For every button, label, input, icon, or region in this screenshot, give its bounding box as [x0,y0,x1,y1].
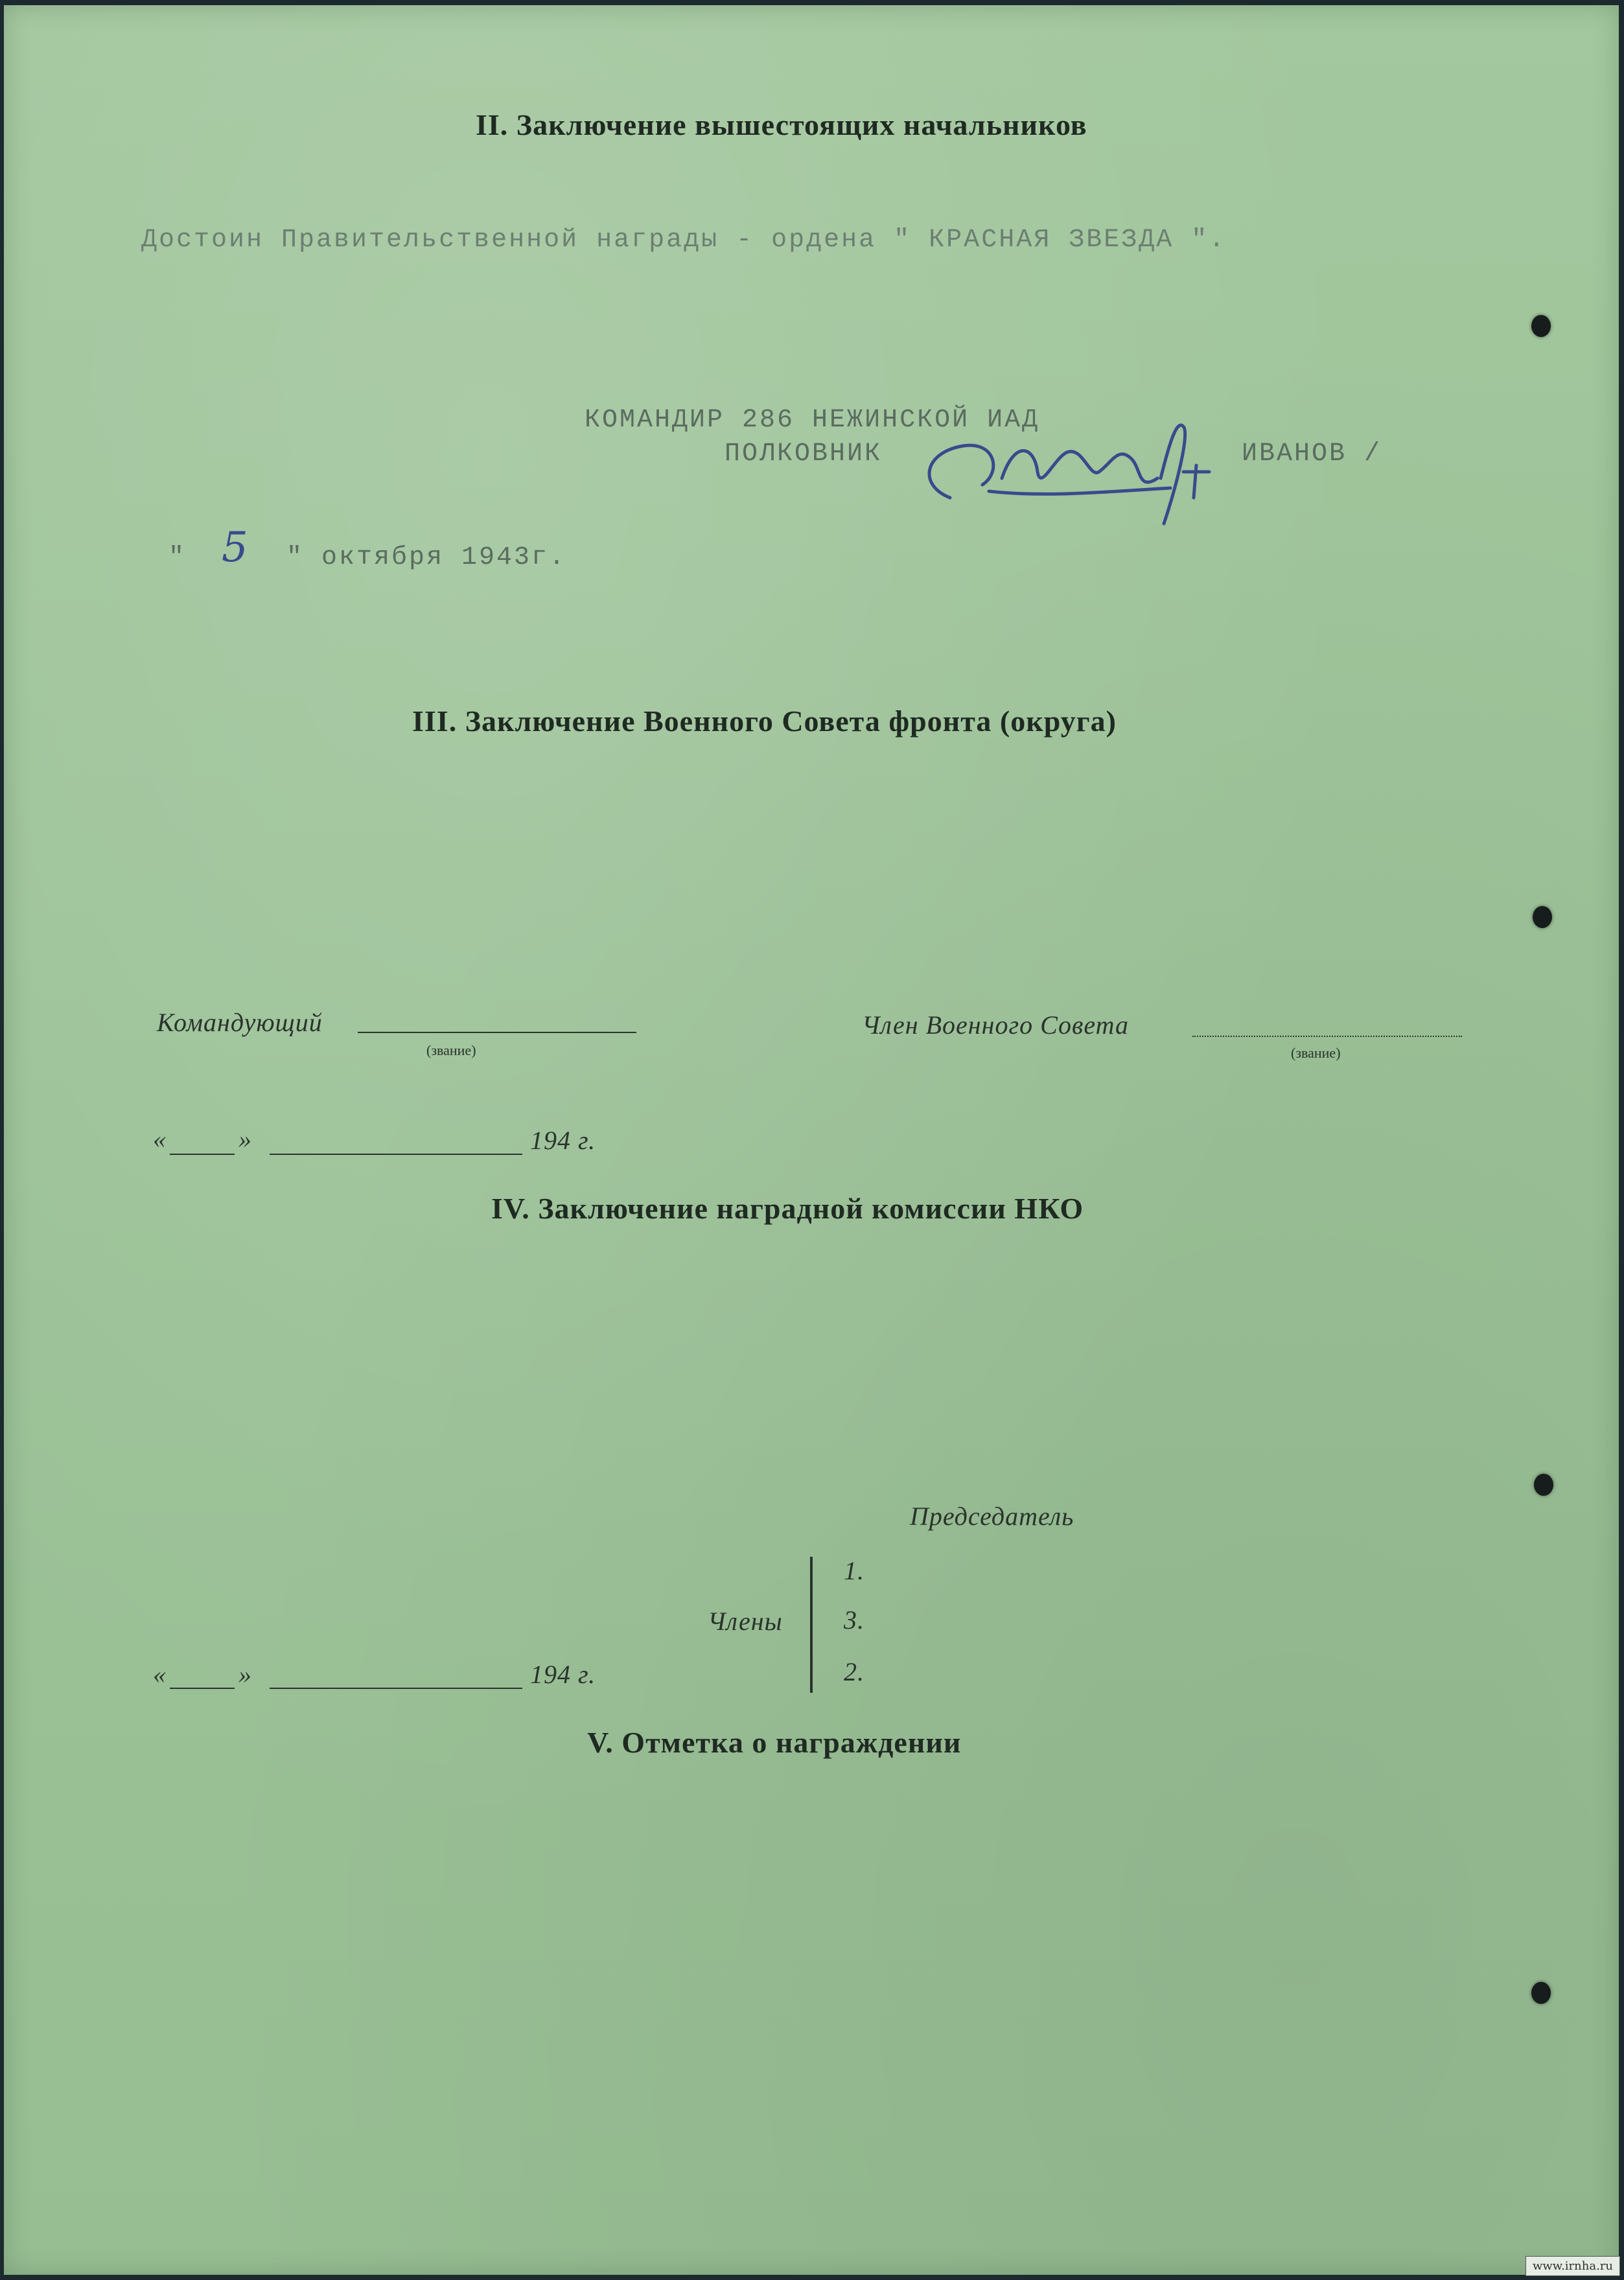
section-3-date-day-line [170,1154,235,1155]
section-4-date-year: 194 г. [530,1660,596,1689]
member-number-3: 3. [844,1605,864,1634]
chairman-label: Председатель [910,1502,1074,1531]
section-4-date-open: « [153,1660,167,1689]
section-4-date-close: » [238,1660,252,1689]
section-2-title: II. Заключение вышестоящих начальников [476,108,1087,141]
punch-hole [1531,315,1551,337]
section-3-date-open: « [153,1124,167,1154]
punch-hole [1533,906,1552,928]
signature-mark [905,401,1216,537]
member-number-2: 2. [844,1657,864,1686]
council-member-rank-hint: (звание) [1291,1045,1341,1061]
archive-watermark: www.irnha.ru [1525,2256,1620,2276]
section-3-date-month-line [270,1154,522,1155]
council-member-signature-line [1192,1036,1462,1037]
section-2-date-open-quote: " [168,543,187,572]
section-3-date-close: » [238,1124,252,1154]
section-3-date-year: 194 г. [530,1126,596,1155]
section-3-title: III. Заключение Военного Совета фронта (округа) [412,704,1117,738]
punch-hole [1534,1474,1553,1496]
members-bracket-line [810,1557,813,1693]
section-4-title: IV. Заключение наградной комиссии НКО [491,1192,1084,1225]
member-number-1: 1. [844,1556,864,1585]
signer-unit-line: КОМАНДИР 286 НЕЖИНСКОЙ ИАД [585,406,1040,435]
members-label: Члены [708,1607,783,1636]
punch-hole [1531,1982,1551,2004]
section-4-date-month-line [270,1688,522,1689]
signer-name: ИВАНОВ / [1242,439,1382,469]
council-member-label: Член Военного Совета [862,1010,1129,1040]
signer-rank: ПОЛКОВНИК [725,439,883,469]
section-2-date-rest: " октября 1943г. [286,543,567,572]
section-2-date-day: 5 [222,524,248,572]
section-2-conclusion-text: Достоин Правительственной награды - ордена " КРАСНАЯ ЗВЕЗДА ". [141,226,1227,255]
section-5-title: V. Отметка о награждении [587,1726,962,1759]
section-4-date-day-line [170,1688,235,1689]
commander-signature-line [358,1032,636,1033]
commander-label: Командующий [157,1008,323,1037]
award-sheet-page [4,5,1619,2275]
commander-rank-hint: (звание) [426,1042,476,1058]
